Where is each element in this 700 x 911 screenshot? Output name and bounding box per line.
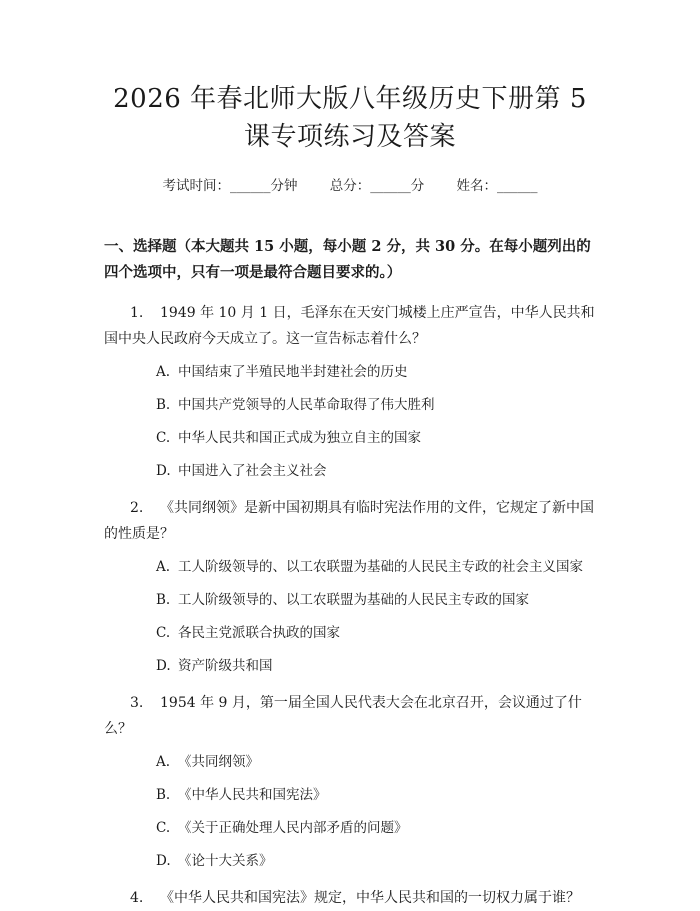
option-text: 工人阶级领导的、以工农联盟为基础的人民民主专政的社会主义国家 xyxy=(178,559,583,575)
question-2-options xyxy=(104,557,596,676)
question-4 xyxy=(104,885,596,911)
option-b[interactable] xyxy=(156,395,596,415)
option-a[interactable] xyxy=(156,752,596,772)
option-b[interactable] xyxy=(156,785,596,805)
option-letter: D. xyxy=(156,658,171,674)
option-letter: B. xyxy=(156,592,171,608)
option-letter: D. xyxy=(156,853,171,869)
question-3 xyxy=(104,690,596,742)
option-text: 各民主党派联合执政的国家 xyxy=(178,625,340,641)
option-d[interactable] xyxy=(156,461,596,481)
question-number: 2. xyxy=(130,500,144,516)
option-text: 工人阶级领导的、以工农联盟为基础的人民民主专政的国家 xyxy=(178,592,529,608)
option-letter: A. xyxy=(156,559,171,575)
option-text: 中华人民共和国正式成为独立自主的国家 xyxy=(178,430,421,446)
time-label: 考试时间： xyxy=(162,178,230,194)
option-text: 《关于正确处理人民内部矛盾的问题》 xyxy=(178,820,408,836)
question-3-options xyxy=(104,752,596,871)
question-1-options xyxy=(104,362,596,481)
time-unit: 分钟 xyxy=(270,178,298,194)
question-text: 1954 年 9 月，第一届全国人民代表大会在北京召开，会议通过了什么？ xyxy=(104,695,582,737)
option-text: 中国结束了半殖民地半封建社会的历史 xyxy=(178,364,408,380)
option-letter: A. xyxy=(156,754,171,770)
question-number: 3. xyxy=(130,695,144,711)
question-number: 1. xyxy=(130,305,144,321)
option-text: 《中华人民共和国宪法》 xyxy=(178,787,327,803)
section-heading: 一、选择题（本大题共 15 小题，每小题 2 分，共 30 分。在每小题列出的四个选项中，只有一项是最符合题目要求的。） xyxy=(104,238,591,281)
question-text: 《中华人民共和国宪法》规定，中华人民共和国的一切权力属于谁？ xyxy=(160,890,580,906)
option-text: 中国进入了社会主义社会 xyxy=(178,463,327,479)
option-text: 中国共产党领导的人民革命取得了伟大胜利 xyxy=(178,397,435,413)
option-c[interactable] xyxy=(156,428,596,448)
option-text: 资产阶级共和国 xyxy=(178,658,273,674)
option-letter: A. xyxy=(156,364,171,380)
exam-score xyxy=(330,178,425,194)
score-unit: 分 xyxy=(410,178,425,194)
question-text: 1949 年 10 月 1 日，毛泽东在天安门城楼上庄严宣告，中华人民共和国中央人民政府今天成立了。这一宣告标志着什么？ xyxy=(104,305,595,347)
exam-time xyxy=(162,178,297,194)
option-letter: B. xyxy=(156,787,171,803)
question-1 xyxy=(104,300,596,352)
page-title: 2026 年春北师大版八年级历史下册第 5 课专项练习及答案 xyxy=(113,84,587,152)
option-a[interactable] xyxy=(156,362,596,382)
student-name xyxy=(457,178,538,194)
option-b[interactable] xyxy=(156,590,596,610)
option-c[interactable] xyxy=(156,818,596,838)
option-a[interactable] xyxy=(156,557,596,577)
name-blank: ______ xyxy=(497,178,538,194)
score-blank: ______ xyxy=(370,178,411,194)
question-list xyxy=(104,300,596,911)
option-letter: C. xyxy=(156,430,171,446)
option-text: 《共同纲领》 xyxy=(178,754,259,770)
option-letter: D. xyxy=(156,463,171,479)
option-letter: C. xyxy=(156,625,171,641)
question-number: 4. xyxy=(130,890,144,906)
question-2 xyxy=(104,495,596,547)
option-d[interactable] xyxy=(156,656,596,676)
option-c[interactable] xyxy=(156,623,596,643)
score-label: 总分： xyxy=(329,178,371,194)
exam-meta xyxy=(104,174,596,194)
option-letter: B. xyxy=(156,397,171,413)
name-label: 姓名： xyxy=(456,178,498,194)
option-text: 《论十大关系》 xyxy=(178,853,273,869)
time-blank: ______ xyxy=(229,178,271,194)
question-text: 《共同纲领》是新中国初期具有临时宪法作用的文件，它规定了新中国的性质是？ xyxy=(104,500,594,542)
option-letter: C. xyxy=(156,820,171,836)
option-d[interactable] xyxy=(156,851,596,871)
